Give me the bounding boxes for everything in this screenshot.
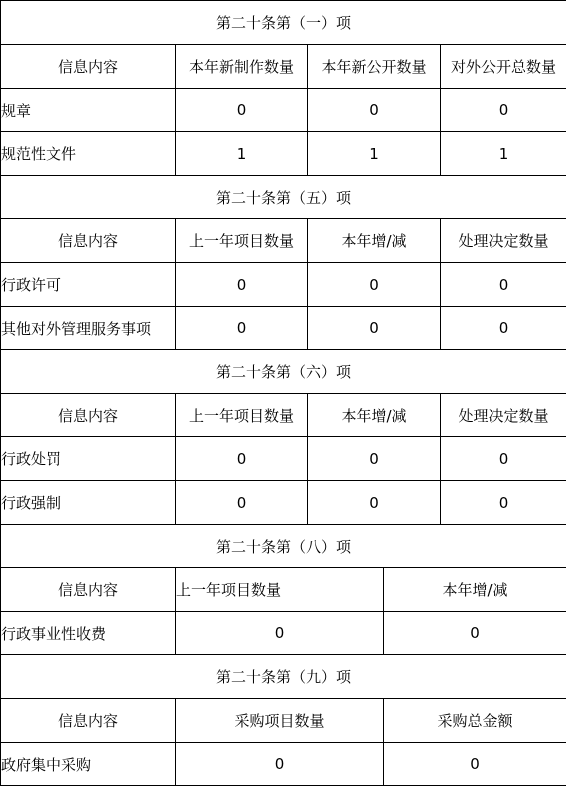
header-cell: 信息内容 (1, 394, 176, 437)
row-label: 行政处罚 (1, 437, 176, 481)
header-cell: 上一年项目数量 (176, 219, 308, 263)
table-cell: 0 (176, 307, 308, 350)
header-cell: 上一年项目数量 (176, 394, 308, 437)
table-cell: 0 (308, 481, 441, 525)
header-cell: 本年新制作数量 (176, 45, 308, 89)
header-row (1, 699, 566, 743)
section-title: 第二十条第（一）项 (1, 1, 566, 45)
section-title-row (1, 350, 566, 394)
header-cell: 本年增/减 (384, 568, 566, 612)
table-cell: 0 (441, 89, 566, 132)
table-cell: 1 (176, 132, 308, 176)
row-label: 行政许可 (1, 263, 176, 307)
section-title-row (1, 525, 566, 568)
table-cell: 0 (176, 89, 308, 132)
row-label: 其他对外管理服务事项 (1, 307, 176, 350)
header-cell: 信息内容 (1, 699, 176, 743)
section-title: 第二十条第（五）项 (1, 176, 566, 219)
table-row (1, 612, 566, 655)
table-cell: 1 (308, 132, 441, 176)
table-cell: 0 (176, 612, 384, 655)
table-row (1, 481, 566, 525)
section-title: 第二十条第（八）项 (1, 525, 566, 568)
section-title: 第二十条第（六）项 (1, 350, 566, 394)
table-cell: 0 (176, 263, 308, 307)
header-row (1, 45, 566, 89)
header-cell: 信息内容 (1, 568, 176, 612)
row-label: 规范性文件 (1, 132, 176, 176)
table-cell: 0 (384, 743, 566, 786)
table-cell: 0 (441, 481, 566, 525)
header-cell: 本年增/减 (308, 219, 441, 263)
table-row (1, 263, 566, 307)
table-row (1, 743, 566, 786)
table-cell: 0 (176, 481, 308, 525)
table-cell: 0 (441, 437, 566, 481)
header-cell: 本年新公开数量 (308, 45, 441, 89)
table-cell: 0 (308, 89, 441, 132)
header-cell: 本年增/减 (308, 394, 441, 437)
table-cell: 0 (308, 307, 441, 350)
table-cell: 0 (308, 437, 441, 481)
header-cell: 信息内容 (1, 45, 176, 89)
header-cell: 上一年项目数量 (176, 568, 384, 612)
table-cell: 0 (441, 263, 566, 307)
table-cell: 0 (441, 307, 566, 350)
row-label: 规章 (1, 89, 176, 132)
header-cell: 对外公开总数量 (441, 45, 566, 89)
table-cell: 1 (441, 132, 566, 176)
header-row (1, 568, 566, 612)
header-cell: 采购项目数量 (176, 699, 384, 743)
table-cell: 0 (308, 263, 441, 307)
header-cell: 处理决定数量 (441, 394, 566, 437)
table-cell: 0 (384, 612, 566, 655)
row-label: 政府集中采购 (1, 743, 176, 786)
section-title-row (1, 655, 566, 699)
header-row (1, 219, 566, 263)
header-cell: 采购总金额 (384, 699, 566, 743)
row-label: 行政强制 (1, 481, 176, 525)
header-cell: 信息内容 (1, 219, 176, 263)
table-cell: 0 (176, 437, 308, 481)
section-title-row (1, 1, 566, 45)
table-cell: 0 (176, 743, 384, 786)
table-row (1, 307, 566, 350)
table-row (1, 89, 566, 132)
section-title-row (1, 176, 566, 219)
section-title: 第二十条第（九）项 (1, 655, 566, 699)
header-cell: 处理决定数量 (441, 219, 566, 263)
table-row (1, 132, 566, 176)
table-row (1, 437, 566, 481)
row-label: 行政事业性收费 (1, 612, 176, 655)
header-row (1, 394, 566, 437)
